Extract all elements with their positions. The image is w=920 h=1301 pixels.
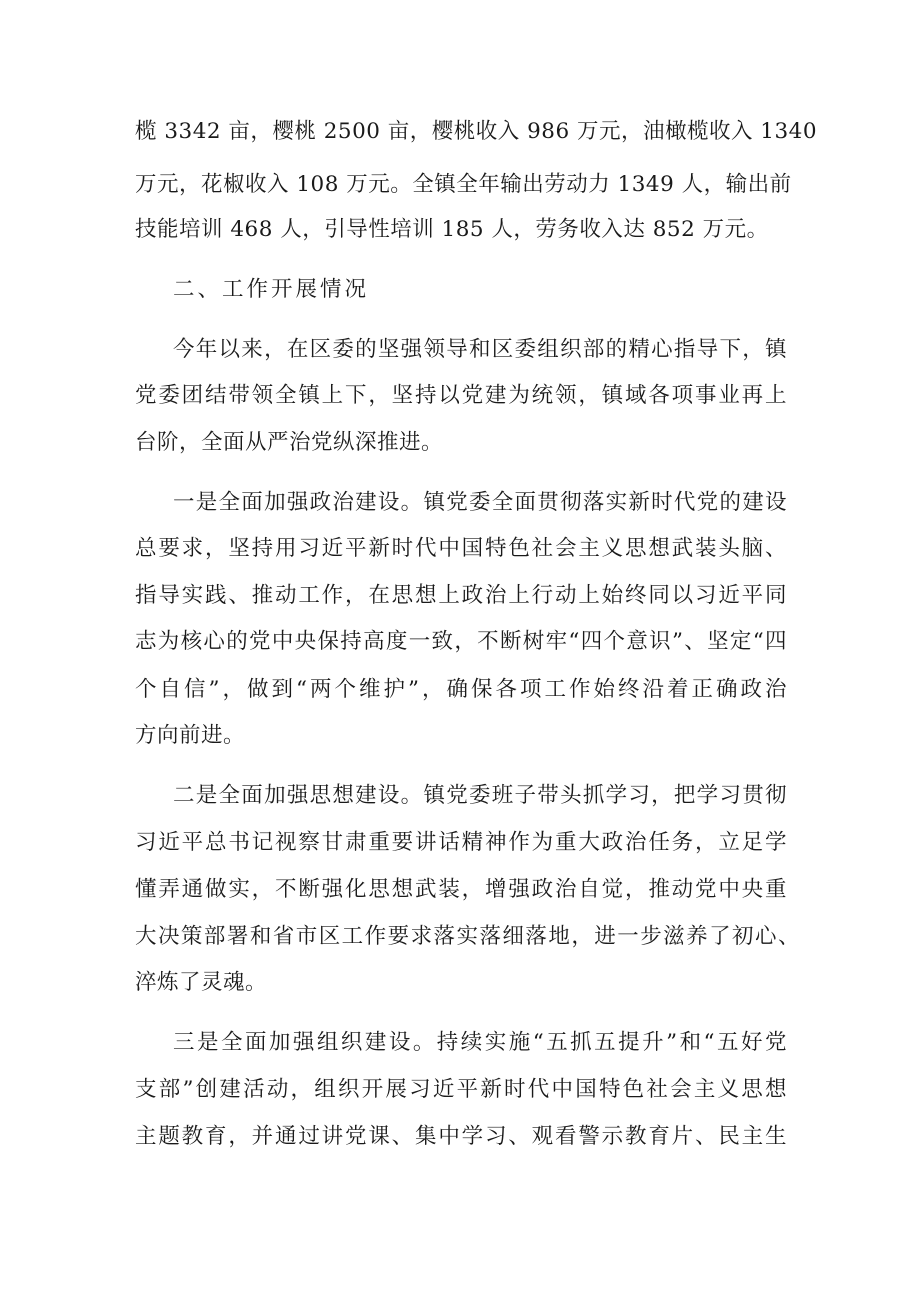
text-line: 懂弄通做实，不断强化思想武装，增强政治自觉，推动党中央重 (135, 877, 787, 902)
text-line: 支部”创建活动，组织开展习近平新时代中国特色社会主义思想 (135, 1077, 787, 1102)
text-line: 今年以来，在区委的坚强领导和区委组织部的精心指导下，镇 (173, 337, 787, 362)
text-line: 一是全面加强政治建设。镇党委全面贯彻落实新时代党的建设 (173, 490, 787, 515)
text-line: 志为核心的党中央保持高度一致，不断树牢“四个意识”、坚定“四 (135, 629, 787, 654)
text-line: 主题教育，并通过讲党课、集中学习、观看警示教育片、民主生 (135, 1124, 787, 1149)
section-heading: 二、工作开展情况 (173, 277, 370, 302)
text-line: 指导实践、推动工作，在思想上政治上行动上始终同以习近平同 (135, 583, 787, 608)
text-line: 万元，花椒收入 108 万元。全镇全年输出劳动力 1349 人，输出前 (135, 172, 792, 197)
text-line: 大决策部署和省市区工作要求落实落细落地，进一步滋养了初心、 (135, 924, 800, 949)
text-line: 二是全面加强思想建设。镇党委班子带头抓学习，把学习贯彻 (173, 783, 787, 808)
text-line: 技能培训 468 人，引导性培训 185 人，劳务收入达 852 万元。 (135, 217, 769, 242)
text-line: 榄 3342 亩，樱桃 2500 亩，樱桃收入 986 万元，油橄榄收入 1340 (135, 119, 818, 144)
text-line: 方向前进。 (135, 723, 246, 748)
text-line: 党委团结带领全镇上下，坚持以党建为统领，镇域各项事业再上 (135, 383, 787, 408)
text-line: 淬炼了灵魂。 (135, 970, 268, 995)
text-line: 台阶，全面从严治党纵深推进。 (135, 430, 444, 455)
text-line: 总要求，坚持用习近平新时代中国特色社会主义思想武装头脑、 (135, 536, 787, 561)
text-line: 三是全面加强组织建设。持续实施“五抓五提升”和“五好党 (173, 1030, 787, 1055)
text-line: 个自信”，做到“两个维护”，确保各项工作始终沿着正确政治 (135, 677, 787, 702)
text-line: 习近平总书记视察甘肃重要讲话精神作为重大政治任务，立足学 (135, 830, 787, 855)
